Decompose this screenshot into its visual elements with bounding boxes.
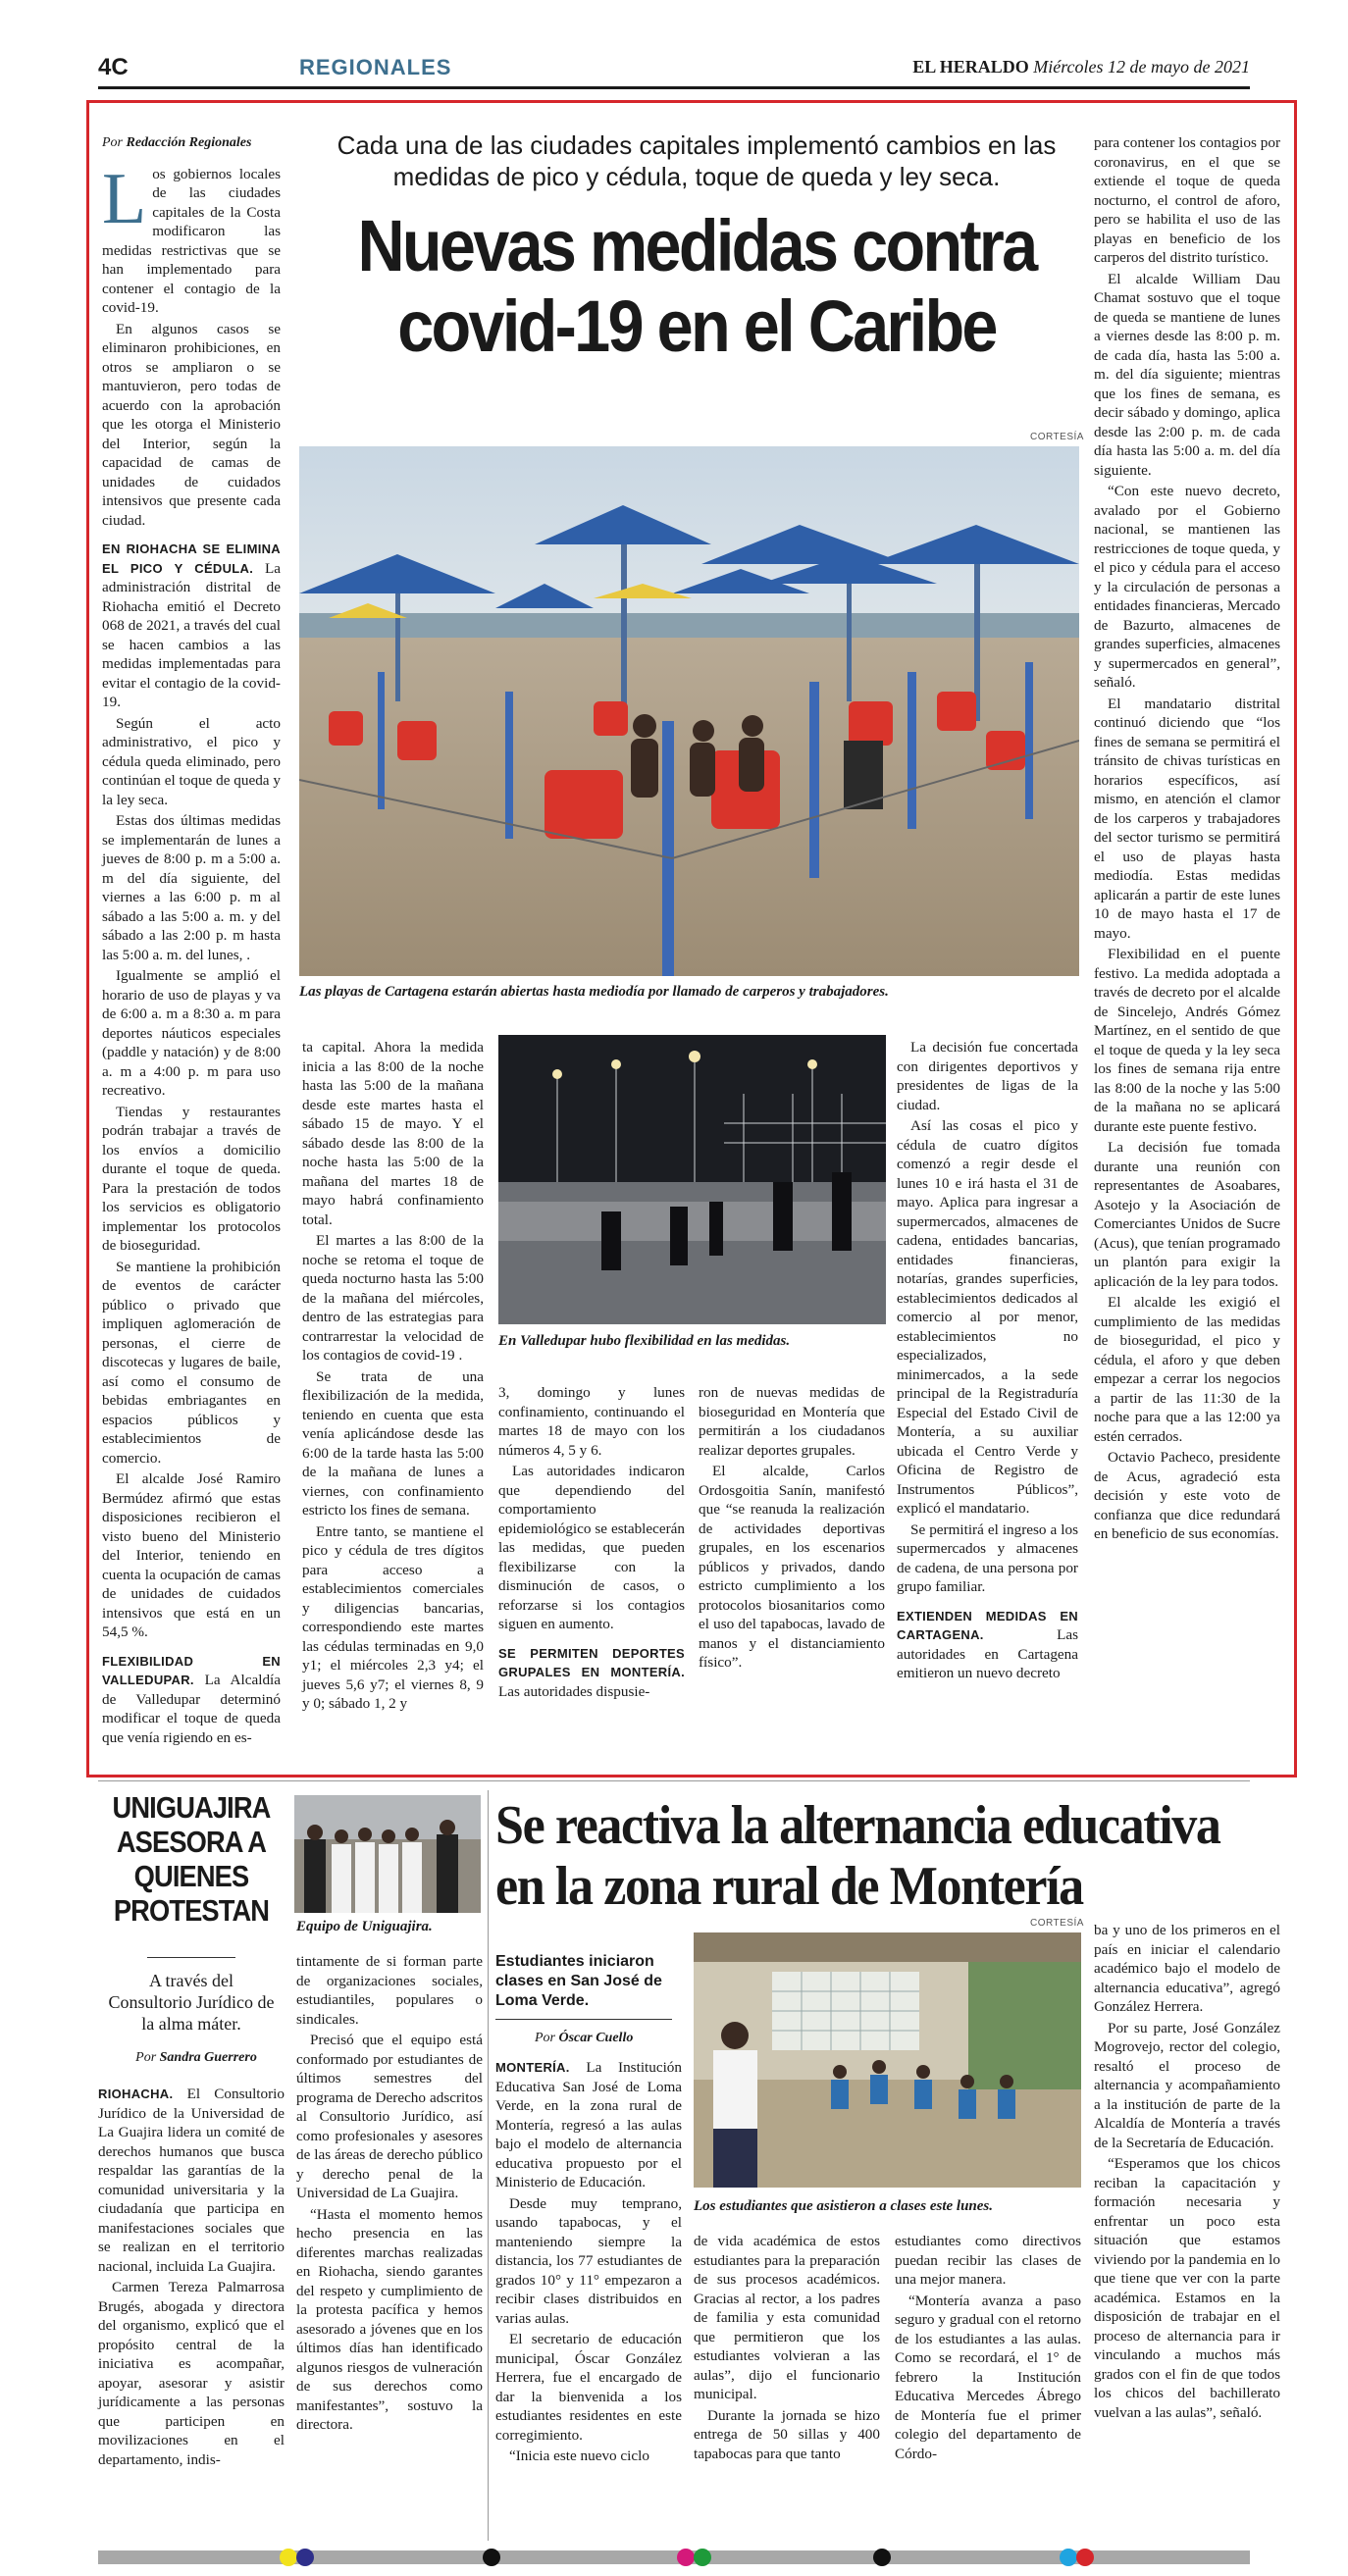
section-name: REGIONALES <box>299 55 452 79</box>
page-number: 4C <box>98 54 129 80</box>
monteria-column-2: de vida académica de estos estudiantes para la preparación de sus procesos académicos. Gracias al rector, a los padres de familia y esta comunidad que permitieron que los estudiantes volvieran a las aulas”, dijo el funcionario municipal. Durante la jornada se hizo entrega de 50 sillas y 400 tapabocas para que tanto <box>694 2233 880 2462</box>
header-rule <box>98 86 1250 89</box>
dateline-riohacha: RIOHACHA. <box>98 2087 174 2101</box>
registration-dot-yellow <box>280 2549 297 2566</box>
section-divider <box>98 1780 1250 1781</box>
monteria-byline: Por Óscar Cuello <box>535 2031 634 2045</box>
monteria-headline-line-1: Se reactiva la alternancia educativa <box>495 1795 1220 1856</box>
registration-dot-magenta <box>677 2549 695 2566</box>
byline: Por Redacción Regionales <box>102 135 252 150</box>
valledupar-photo <box>498 1035 886 1324</box>
registration-dot-cyan <box>1060 2549 1077 2566</box>
main-column-1: Por Redacción Regionales Los gobiernos locales de las ciudades capitales de la Costa modificaron las medidas restrictivas que se han implementado para contener el contagio de la covid-19. En algunos casos se eliminaron prohibiciones, en otros se ampliaron o se mantuvieron, pero todas de acuerdo con la aprobación que les otorga el Ministerio del Interior, según la capacidad de camas de unidades de cuidados intensivos que presente cada ciudad. EN RIOHACHA SE ELIMINA EL PICO Y CÉDULA. La administración distrital de Riohacha emitió el Decreto 068 de 2021, a través del cual se hacen cambios a las medidas implementadas para evitar el contagio de la covid-19. Según el acto administrativo, el pico y cédula queda eliminado, pero continúan el toque de queda y la ley seca. Estas dos últimas medidas se implementarán de lunes a jueves de 8:00 p. m a 5:00 a. m del día siguiente, del viernes a las 6:00 p. m al sábado a las 5:00 a. m. y del sábado a las 2:00 p. m hasta las 5:00 a. m. del lunes, . Igualmente se amplió el horario de uso de playas y va de 6:00 a. m a 8:30 a. m para deportes náuticos especiales (paddle y natación) y de 8:00 a. m a 4:00 p. m para uso recreativo. Tiendas y restaurantes podrán trabajar a través de los envíos a domicilio durante el toque de queda. Para la prestación de todos los servicios es obligatorio implementar los protocolos de bioseguridad. Se mantiene la prohibición de eventos de carácter público o privado que impliquen aglomeración de personas, el cierre de discotecas y lugares de baile, así como el consumo de bebidas embriagantes en espacios públicos y establecimientos de comercio. El alcalde José Ramiro Bermúdez afirmó que estas disposiciones recibieron el visto bueno del Ministerio del Interior, teniendo en cuenta la ocupación de camas de unidades de cuidados intensivos que está en un 54,5 %. FLEXIBILIDAD EN VALLEDUPAR. La Alcaldía de Valledupar determinó modificar el toque de queda que venía rigiendo en es- <box>102 135 281 1746</box>
main-column-4: ron de nuevas medidas de bioseguridad en Montería que permitirán a los ciudadanos realizar deportes grupales. El alcalde, Carlos Ordosgoitia Sanín, manifestó que “se reanuda la realización de actividades deportivas grupales, en los escenarios públicos y privados, dando estricto cumplimiento a los protocolos biosanitarios como el uso del tapabocas, lavado de manos y el distanciamiento físico”. <box>699 1384 885 1671</box>
uniguajira-column-1: RIOHACHA. El Consultorio Jurídico de la Universidad de La Guajira lidera un comité de derechos humanos que busca respaldar las garantías de la comunidad universitaria y la ciudadanía que participa en manifestaciones sociales que se realizan en el territorio nacional, incluida La Guajira. Carmen Tereza Palmarrosa Brugés, abogada y directora del organismo, explicó que el propósito central de la iniciativa es acompañar, apoyar, asesorar y asistir jurídicamente a las personas que participen en movilizaciones en el departamento, indis- <box>98 2086 285 2468</box>
uniguajira-caption: Equipo de Uniguajira. <box>296 1919 433 1934</box>
uniguajira-column-2: tintamente de si forman parte de organizaciones sociales, estudiantiles, populares o sindicales. Precisó que el equipo está conformado por estudiantes de últimos semestres del programa de Derecho adscritos al Consultorio Jurídico, así como profesionales y asesores de las áreas de derecho público y derecho penal de la Universidad de La Guajira. “Hasta el momento hemos hecho presencia en las diferentes marchas realizadas en Riohacha, siendo garantes del respeto y cumplimiento de la protesta pacífica y hemos asesorado a jóvenes que en los últimos días han identificado algunos riesgos de vulneración de sus derechos como manifestantes”, sostuvo la directora. <box>296 1953 483 2433</box>
monteria-subhead: Estudiantes iniciaron clases en San José de Loma Verde. <box>495 1953 662 2009</box>
dateline-monteria: MONTERÍA. <box>495 2060 570 2075</box>
classroom-caption: Los estudiantes que asistieron a clases este lunes. <box>694 2198 994 2214</box>
monteria-column-3: estudiantes como directivos puedan recibir las clases de una mejor manera. “Montería avanza a paso seguro y gradual con el retorno de los estudiantes a las aulas. Como se recordará, el 1° de febrero la Institución Educativa Mercedes Ábrego de Montería fue el primer colegio del departamento de Córdo- <box>895 2233 1081 2462</box>
uniguajira-byline: Por Sandra Guerrero <box>135 2050 257 2065</box>
registration-dot-black <box>483 2549 500 2566</box>
monteria-column-4: ba y uno de los primeros en el país en iniciar el calendario académico bajo el modelo de alternancia educativa”, agregó González Herrera. Por su parte, José González Mogrovejo, rector del colegio, resaltó el proceso de alternancia y acompañamiento a la institución de parte de la Alcaldía de Montería a través de la Secretaría de Educación. “Esperamos que los chicos reciban la capacitación y formación necesaria y enfrentar un poco esta situación que estamos viviendo por la pandemia en lo que tiene que ver con la parte académica. Estamos en la disposición de trabajar en el proceso de alternancia para ir vinculando a muchos más grados con el fin de que todos los chicos del bachillerato vuelvan a las aulas”, señaló. <box>1094 1922 1280 2421</box>
beach-photo <box>299 446 1079 976</box>
drop-cap: L <box>102 158 147 239</box>
photo-credit: CORTESÍA <box>1030 432 1084 442</box>
monteria-headline-line-2: en la zona rural de Montería <box>495 1856 1083 1917</box>
headline-line-1: Nuevas medidas contra <box>357 205 1036 286</box>
uniguajira-deck: A través del Consultorio Jurídico de la alma máter. <box>108 1971 275 2034</box>
subhead-cartagena: EXTIENDEN MEDIDAS EN CARTAGENA. <box>897 1608 1078 1642</box>
subhead-riohacha: EN RIOHACHA SE ELIMINA EL PICO Y CÉDULA. <box>102 541 281 576</box>
monteria-photo-credit: CORTESÍA <box>1030 1918 1084 1929</box>
main-column-2: ta capital. Ahora la medida inicia a las 8:00 de la noche hasta las 5:00 de la mañana desde este martes hasta el sábado 15 de mayo. Y el sábado desde las 8:00 de la noche hasta las 5:00 de la mañana del martes 18 de mayo habrá confinamiento total. El martes a las 8:00 de la noche se retoma el toque de queda nocturno hasta las 5:00 de la mañana del miércoles, dentro de las estrategias para contrarrestar la velocidad de los contagios de covid-19 . Se trata de una flexibilización de la medida, teniendo en cuenta que esta venía aplicándose desde las 6:00 de la tarde hasta las 5:00 de la mañana de lunes a viernes, con confinamiento estricto los fines de semana. Entre tanto, se mantiene el pico y cédula de tres dígitos para acceso a establecimientos comerciales y diligencias bancarias, correspondiendo este martes las cédulas terminadas en 9,0 y1; el miércoles 2,3 y4; el jueves 5,6 y7; el viernes 8, 9 y 0; sábado 1, 2 y <box>302 1039 484 1712</box>
subhead-valledupar: FLEXIBILIDAD EN VALLEDUPAR. <box>102 1653 281 1687</box>
article-deck: Cada una de las ciudades capitales implementó cambios en las medidas de pico y cédula, toque de queda y ley seca. <box>337 130 1057 191</box>
valledupar-caption: En Valledupar hubo flexibilidad en las medidas. <box>498 1333 791 1349</box>
monteria-headline <box>495 1795 1244 1917</box>
registration-dot-blue <box>296 2549 314 2566</box>
registration-dot-red <box>1076 2549 1094 2566</box>
headline-underline <box>147 1957 235 1958</box>
main-column-5: La decisión fue concertada con dirigentes deportivos y presidentes de ligas de la ciudad. Así las cosas el pico y cédula de cuatro dígitos comenzó a regir desde el lunes 10 e irá hasta el 31 de mayo. Aplica para ingresar a supermercados, almacenes de cadena, entidades bancarias, entidades financieras, notarías, grandes superficies, establecimientos dedicados al comercio al por menor, establecimientos no especializados, minimercados, a la sede principal de la Registraduría Especial del Estado Civil de Montería, a su auxiliar ubicada el Centro Verde y Oficina de Registro de Instrumentos Públicos”, explicó el mandatario. Se permitirá el ingreso a los supermercados y almacenes de cadena, de una persona por grupo familiar. EXTIENDEN MEDIDAS EN CARTAGENA. Las autoridades en Cartagena emitieron un nuevo decreto <box>897 1039 1078 1681</box>
publication-date: Miércoles 12 de mayo de 2021 <box>1033 57 1250 77</box>
uniguajira-headline: UNIGUAJIRA ASESORA A QUIENES PROTESTAN <box>112 1790 271 1928</box>
main-column-3: 3, domingo y lunes confinamiento, continuando el martes 18 de mayo con los números 4, 5 y 6. Las autoridades indicaron que dependiendo del comportamiento epidemiológico se establecerán las medidas, que pueden flexibilizarse con la disminución de casos, o reforzarse si los contagios siguen en aumento. SE PERMITEN DEPORTES GRUPALES EN MONTERÍA. Las autoridades dispusie- <box>498 1384 685 1700</box>
uniguajira-photo <box>294 1795 481 1913</box>
subhead-monteria: SE PERMITEN DEPORTES GRUPALES EN MONTERÍA. <box>498 1645 685 1679</box>
monteria-column-1: MONTERÍA. La Institución Educativa San José de Loma Verde, en la zona rural de Montería, regresó a las aulas bajo el modelo de alternancia educativa propuesto por el Ministerio de Educación. Desde muy temprano, usando tapabocas, y el manteniendo siempre la distancia, los 77 estudiantes de grados 10° y 11° empezaron a recibir clases distribuidos en varias aulas. El secretario de educación municipal, Óscar González Herrera, fue el encargado de dar la bienvenida a los estudiantes residentes en este corregimiento. “Inicia este nuevo ciclo <box>495 2059 682 2464</box>
paper-name: EL HERALDO <box>912 57 1029 77</box>
main-photo-caption: Las playas de Cartagena estarán abiertas hasta mediodía por llamado de carperos y trabajadores. <box>299 984 889 1000</box>
column-divider <box>488 1790 489 2541</box>
classroom-photo <box>694 1932 1081 2188</box>
headline-line-2: covid-19 en el Caribe <box>397 285 996 367</box>
subhead-rule <box>495 2019 672 2020</box>
article-headline <box>335 206 1059 367</box>
main-column-6: para contener los contagios por coronavirus, en el que se extiende el toque de queda nocturno, el control de aforo, pero se habilita el uso de las playas en beneficio de los carperos del distrito turístico. El alcalde William Dau Chamat sostuvo que el toque de queda se mantiene de lunes a viernes desde las 8:00 p. m. de cada día, hasta las 5:00 a. m. del día siguiente; mientras que los fines de semana, es decir sábado y domingo, aplica desde las 2:00 p. m. de cada día hasta las 5:00 a. m. del día siguiente. “Con este nuevo decreto, avalado por el Gobierno nacional, se mantienen las restricciones de toque queda, y el pico y cédula para el acceso y la circulación de personas a entidades financieras, Mercado de Bazurto, almacenes de grandes superficies, almacenes y supermercados en general”, señaló. El mandatario distrital continuó diciendo que “los fines de semana se permitirá el tránsito de chivas turísticas en horarios específicos, así mismo, en atención el clamor de los carperos y trabajadores del sector turismo se permitirá el uso de playas hasta mediodía. Estas medidas aplicarán a partir de este lunes 10 de mayo hasta el 17 de mayo. Flexibilidad en el puente festivo. La medida adoptada a través de decreto por el alcalde de Sincelejo, Andrés Gómez Martínez, en el sentido de que el toque de queda y la ley seca los fines de semana rija entre las 8:00 de la noche y las 5:00 de la mañana no se aplicará durante este puente festivo. La decisión fue tomada durante una reunión con representantes de Asoabares, Asotejo y la Asociación de Comerciantes Unidos de Sucre (Acus), que tenían programado un plantón para exigir la aplicación de la ley para todos. El alcalde les exigió el cumplimiento de las medidas de bioseguridad, el pico y cédula, el aforo y que deben empezar a cerrar los negocios a partir de las 11:30 de la noche para que a las 12:00 ya estén cerrados. Octavio Pacheco, presidente de Acus, agradeció esta decisión y este voto de confianza que dice redundará en beneficio de sus economías. <box>1094 134 1280 1542</box>
registration-dot-green <box>694 2549 711 2566</box>
registration-dot-black-2 <box>873 2549 891 2566</box>
masthead-info <box>912 57 1250 77</box>
